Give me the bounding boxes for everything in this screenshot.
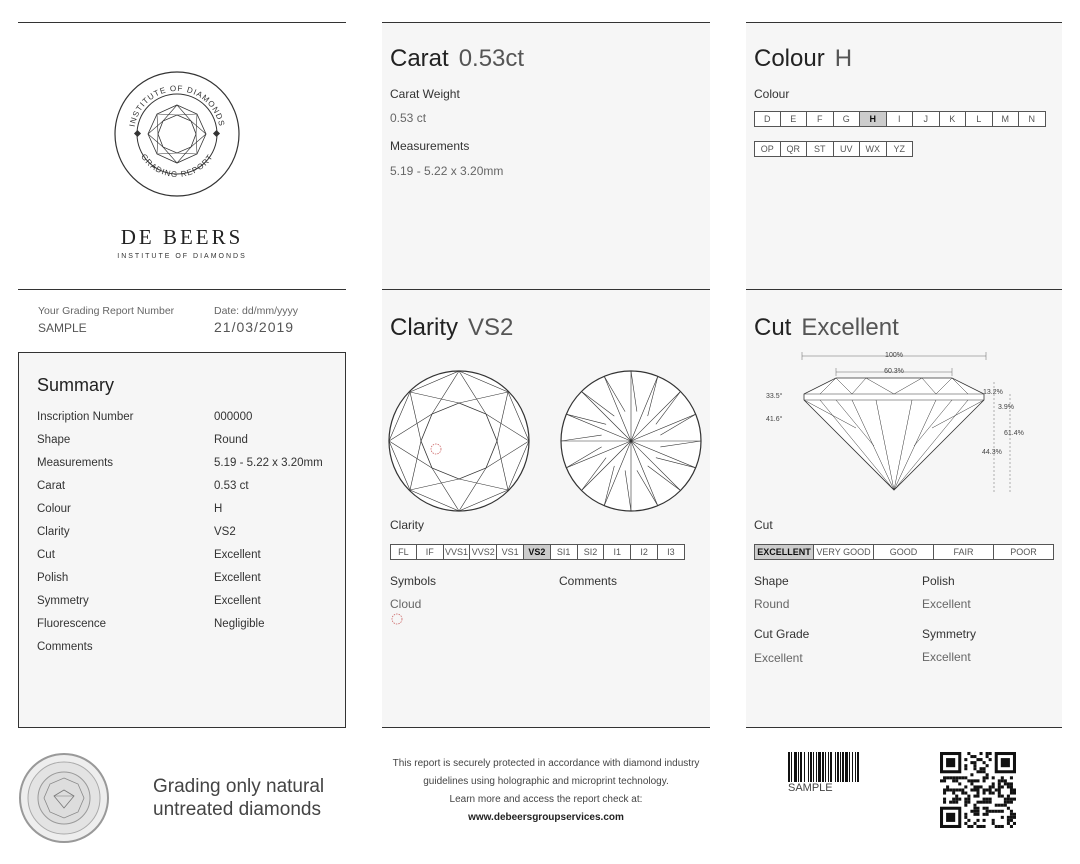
proportions-diagram bbox=[756, 348, 1056, 508]
tagline-line-2: untreated diamonds bbox=[153, 799, 321, 820]
scale-grade: WX bbox=[860, 141, 887, 157]
summary-row-value: 0.53 ct bbox=[214, 480, 249, 492]
hologram-seal-icon bbox=[18, 752, 110, 844]
scale-grade: FL bbox=[390, 544, 417, 560]
scale-grade: VVS2 bbox=[470, 544, 497, 560]
summary-row-value: Excellent bbox=[214, 549, 261, 561]
carat-weight-label: Carat Weight bbox=[390, 87, 460, 101]
summary-row-label: Clarity bbox=[37, 526, 70, 538]
colour-scale-extended bbox=[754, 141, 913, 157]
scale-grade: I1 bbox=[604, 544, 631, 560]
summary-row-value: VS2 bbox=[214, 526, 236, 538]
pavilion-angle-label: 41.6° bbox=[766, 416, 783, 423]
carat-heading: Carat 0.53ct bbox=[390, 45, 525, 72]
summary-row-label: Fluorescence bbox=[37, 618, 107, 630]
security-line-1: This report is securely protected in accordance with diamond industry bbox=[392, 758, 700, 769]
scale-grade: E bbox=[781, 111, 808, 127]
scale-grade: YZ bbox=[887, 141, 914, 157]
symbols-value: Cloud bbox=[390, 597, 422, 611]
brand-name: DE BEERS bbox=[120, 225, 244, 249]
scale-grade: OP bbox=[754, 141, 781, 157]
measurements-label: Measurements bbox=[390, 139, 470, 153]
shape-value: Round bbox=[754, 597, 790, 611]
cut-label: Cut bbox=[754, 518, 773, 532]
summary-row-value: H bbox=[214, 503, 223, 515]
summary-row-label: Symmetry bbox=[37, 595, 89, 607]
scale-grade: I3 bbox=[658, 544, 685, 560]
report-check-link[interactable]: www.debeersgroupservices.com bbox=[468, 812, 624, 823]
summary-row-value: Excellent bbox=[214, 572, 261, 584]
security-line-2: guidelines using holographic and microprint technology. bbox=[423, 776, 669, 787]
pavilion-depth-label: 44.3% bbox=[982, 449, 1002, 456]
summary-row-label: Colour bbox=[37, 503, 71, 515]
clarity-heading: Clarity VS2 bbox=[390, 314, 514, 341]
symbols-label: Symbols bbox=[390, 574, 437, 588]
scale-grade: VS2 bbox=[524, 544, 551, 560]
summary-row-label: Shape bbox=[37, 434, 71, 446]
clarity-label: Clarity bbox=[390, 518, 425, 532]
logo-panel bbox=[18, 22, 346, 290]
seal-top-text: INSTITUTE OF DIAMONDS bbox=[127, 83, 227, 128]
scale-grade: QR bbox=[781, 141, 808, 157]
symmetry-label: Symmetry bbox=[922, 627, 976, 641]
scale-grade: F bbox=[807, 111, 834, 127]
colour-scale bbox=[754, 111, 1046, 127]
total-width-label: 100% bbox=[885, 352, 903, 359]
scale-grade: VS1 bbox=[497, 544, 524, 560]
colour-panel bbox=[746, 22, 1062, 290]
summary-row-label: Inscription Number bbox=[37, 411, 134, 423]
cut-grade-label: Cut Grade bbox=[754, 627, 810, 641]
scale-grade: VVS1 bbox=[444, 544, 471, 560]
clarity-panel bbox=[382, 290, 710, 728]
scale-grade: SI1 bbox=[551, 544, 578, 560]
scale-grade: N bbox=[1019, 111, 1046, 127]
scale-grade: I2 bbox=[631, 544, 658, 560]
clarity-plot-crown-icon bbox=[386, 368, 532, 514]
summary-row-label: Comments bbox=[37, 641, 93, 653]
polish-label: Polish bbox=[922, 574, 955, 588]
scale-grade: FAIR bbox=[934, 544, 994, 560]
cut-scale bbox=[754, 544, 1054, 560]
colour-heading: Colour H bbox=[754, 45, 853, 72]
scale-grade: I bbox=[887, 111, 914, 127]
barcode-icon bbox=[788, 752, 894, 782]
table-width-label: 60.3% bbox=[884, 368, 904, 375]
measurements-value: 5.19 - 5.22 x 3.20mm bbox=[390, 164, 504, 178]
report-number-value: SAMPLE bbox=[38, 321, 87, 335]
scale-grade: UV bbox=[834, 141, 861, 157]
scale-grade: GOOD bbox=[874, 544, 934, 560]
scale-grade: ST bbox=[807, 141, 834, 157]
total-depth-label: 61.4% bbox=[1004, 430, 1024, 437]
summary-row-label: Cut bbox=[37, 549, 55, 561]
scale-grade: IF bbox=[417, 544, 444, 560]
girdle-label: 3.9% bbox=[998, 404, 1014, 411]
summary-row-value: Negligible bbox=[214, 618, 265, 630]
shape-label: Shape bbox=[754, 574, 789, 588]
summary-row-value: 000000 bbox=[214, 411, 253, 423]
brand-sub: INSTITUTE OF DIAMONDS bbox=[117, 253, 247, 260]
cut-heading: Cut Excellent bbox=[754, 314, 899, 341]
qr-code-icon[interactable] bbox=[940, 752, 1016, 828]
summary-box bbox=[18, 352, 346, 728]
report-number-label: Your Grading Report Number bbox=[38, 305, 175, 317]
summary-row-value: 5.19 - 5.22 x 3.20mm bbox=[214, 457, 323, 469]
barcode-label: SAMPLE bbox=[788, 782, 833, 794]
scale-grade: M bbox=[993, 111, 1020, 127]
crown-angle-label: 33.5° bbox=[766, 393, 783, 400]
clarity-scale bbox=[390, 544, 685, 560]
clarity-plot-pavilion-icon bbox=[558, 368, 704, 514]
colour-label: Colour bbox=[754, 87, 790, 101]
scale-grade: K bbox=[940, 111, 967, 127]
scale-grade: H bbox=[860, 111, 887, 127]
summary-row-value: Round bbox=[214, 434, 248, 446]
scale-grade: D bbox=[754, 111, 781, 127]
carat-weight-value: 0.53 ct bbox=[390, 111, 427, 125]
scale-grade: VERY GOOD bbox=[814, 544, 874, 560]
scale-grade: J bbox=[913, 111, 940, 127]
scale-grade: L bbox=[966, 111, 993, 127]
summary-row-label: Polish bbox=[37, 572, 69, 584]
symmetry-value: Excellent bbox=[922, 650, 971, 664]
scale-grade: SI2 bbox=[578, 544, 605, 560]
tagline-line-1: Grading only natural bbox=[153, 776, 325, 797]
cut-grade-value: Excellent bbox=[754, 651, 803, 665]
date-value: 21/03/2019 bbox=[214, 319, 295, 335]
date-label: Date: dd/mm/yyyy bbox=[214, 305, 299, 317]
comments-label: Comments bbox=[559, 574, 618, 588]
seal-bottom-text: GRADING REPORT bbox=[139, 152, 215, 180]
summary-row-label: Measurements bbox=[37, 457, 114, 469]
summary-row-value: Excellent bbox=[214, 595, 261, 607]
carat-panel bbox=[382, 22, 710, 290]
scale-grade: G bbox=[834, 111, 861, 127]
security-line-3: Learn more and access the report check at: bbox=[449, 794, 643, 805]
summary-row-label: Carat bbox=[37, 480, 66, 492]
cut-panel bbox=[746, 290, 1062, 728]
scale-grade: EXCELLENT bbox=[754, 544, 814, 560]
scale-grade: POOR bbox=[994, 544, 1054, 560]
summary-title: Summary bbox=[37, 375, 115, 395]
polish-value: Excellent bbox=[922, 597, 971, 611]
crown-height-label: 13.2% bbox=[983, 389, 1003, 396]
seal-logo-icon bbox=[112, 69, 242, 199]
cloud-symbol-icon bbox=[391, 613, 403, 625]
